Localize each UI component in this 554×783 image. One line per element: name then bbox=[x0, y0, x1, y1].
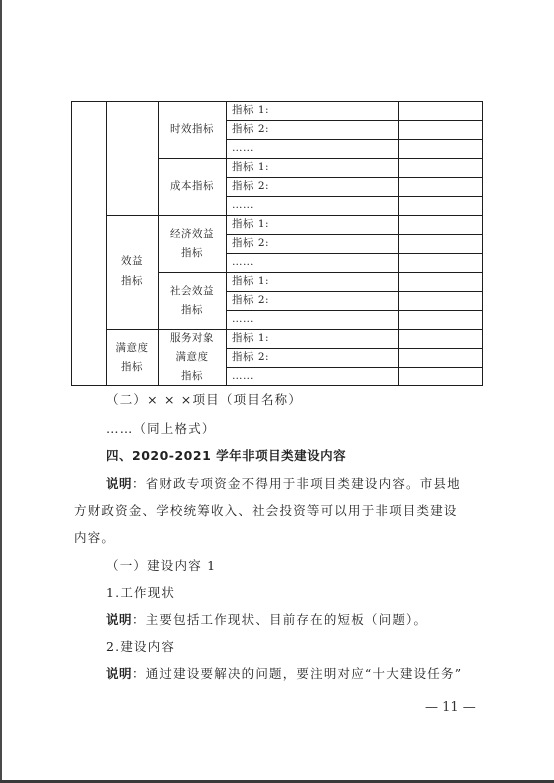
subgroup-label: 社会效益 bbox=[170, 285, 214, 297]
indicator-table bbox=[71, 101, 483, 386]
col-line bbox=[71, 101, 72, 386]
section-heading: 四、2020-2021 学年非项目类建设内容 bbox=[106, 448, 347, 463]
subgroup-label: 指标 bbox=[181, 304, 203, 316]
indicator-item: 指标 1: bbox=[232, 218, 270, 230]
indicator-item: …… bbox=[232, 256, 254, 268]
page-left-border bbox=[0, 0, 2, 783]
row-line bbox=[158, 158, 483, 159]
indicator-item: 指标 1: bbox=[232, 161, 270, 173]
subsection-heading: （一）建设内容 1 bbox=[106, 558, 217, 573]
indicator-item: 指标 2: bbox=[232, 123, 270, 135]
note-text: ：省财政专项资金不得用于非项目类建设内容。市县地 bbox=[132, 476, 461, 491]
indicator-item: …… bbox=[232, 370, 254, 382]
item-heading: 1.工作现状 bbox=[106, 585, 176, 600]
subgroup-label: 服务对象 bbox=[170, 332, 214, 344]
table-bottom-border bbox=[71, 385, 483, 386]
page-number: — 11 — bbox=[425, 700, 476, 715]
indicator-item: 指标 1: bbox=[232, 104, 270, 116]
note-line bbox=[106, 664, 462, 682]
col-line bbox=[226, 101, 227, 386]
subgroup-label: 时效指标 bbox=[170, 123, 214, 135]
project-title-line: （二）× × ×项目（项目名称） bbox=[106, 392, 303, 407]
indicator-item: 指标 2: bbox=[232, 294, 270, 306]
row-line bbox=[226, 253, 483, 254]
row-line bbox=[226, 196, 483, 197]
indicator-item: 指标 2: bbox=[232, 351, 270, 363]
indicator-item: 指标 1: bbox=[232, 332, 270, 344]
note-line-1 bbox=[106, 474, 461, 492]
row-line bbox=[158, 272, 483, 273]
table-right-border bbox=[482, 101, 483, 386]
subgroup-label: 指标 bbox=[181, 247, 203, 259]
row-line bbox=[226, 139, 483, 140]
col-line bbox=[398, 101, 399, 386]
indicator-item: …… bbox=[232, 313, 254, 325]
note-line-2: 方财政资金、学校统筹收入、社会投资等可以用于非项目类建设 bbox=[74, 503, 458, 518]
row-line bbox=[226, 310, 483, 311]
subgroup-label: 指标 bbox=[181, 370, 203, 382]
group-label: 指标 bbox=[121, 275, 143, 287]
indicator-item: 指标 1: bbox=[232, 275, 270, 287]
indicator-item: …… bbox=[232, 199, 254, 211]
group-label: 指标 bbox=[121, 361, 143, 373]
note-line-3: 内容。 bbox=[74, 530, 116, 545]
table-top-border bbox=[71, 101, 483, 102]
note-label: 说明 bbox=[106, 666, 133, 681]
subgroup-label: 满意度 bbox=[175, 351, 209, 363]
note-label: 说明 bbox=[106, 476, 133, 491]
indicator-item: 指标 2: bbox=[232, 237, 270, 249]
indicator-item: 指标 2: bbox=[232, 180, 270, 192]
same-format-line: ……（同上格式） bbox=[106, 421, 216, 436]
item-heading: 2.建设内容 bbox=[106, 639, 176, 654]
note-text: ：通过建设要解决的问题，要注明对应“十大建设任务” bbox=[132, 666, 463, 681]
row-line bbox=[226, 367, 483, 368]
group-label: 满意度 bbox=[115, 342, 149, 354]
subgroup-label: 经济效益 bbox=[170, 228, 214, 240]
note-label: 说明 bbox=[106, 612, 133, 627]
subgroup-label: 成本指标 bbox=[170, 180, 214, 192]
group-label: 效益 bbox=[121, 255, 143, 267]
indicator-item: …… bbox=[232, 142, 254, 154]
note-text: ：主要包括工作现状、目前存在的短板（问题）。 bbox=[132, 612, 428, 627]
note-line bbox=[106, 610, 427, 628]
row-line bbox=[106, 215, 483, 216]
